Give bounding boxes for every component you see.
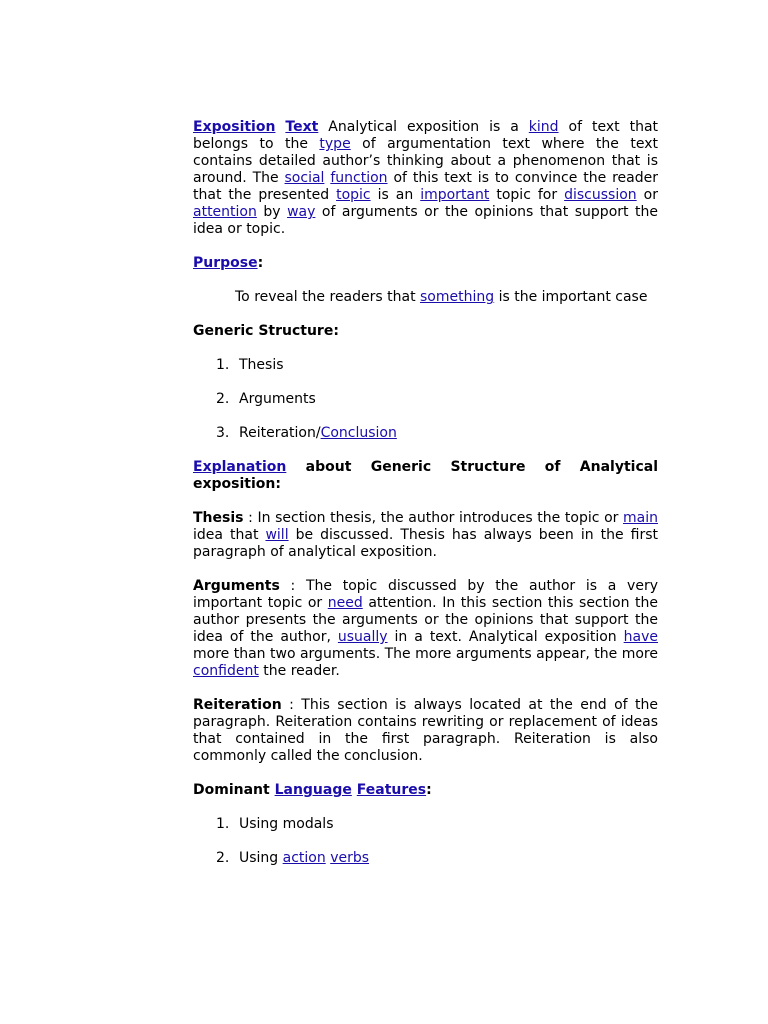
- purpose-colon: :: [257, 255, 264, 271]
- link-discussion[interactable]: discussion: [564, 187, 637, 203]
- list-number: 2.: [216, 391, 230, 407]
- list-text: Thesis: [239, 357, 284, 373]
- generic-structure-list: [193, 357, 658, 442]
- list-number: 1.: [216, 816, 230, 832]
- arguments-text: in a text. Analytical exposition: [387, 629, 624, 645]
- list-number: 2.: [216, 850, 230, 866]
- thesis-text: idea that: [193, 527, 266, 543]
- intro-paragraph: [193, 119, 658, 238]
- purpose-paragraph: [193, 289, 658, 306]
- thesis-text: be discussed. Thesis has always been in the first paragraph of analytical exposition.: [193, 527, 658, 560]
- link-attention[interactable]: attention: [193, 204, 257, 220]
- link-exposition[interactable]: Exposition: [193, 119, 276, 135]
- purpose-text: To reveal the readers that: [235, 289, 421, 305]
- link-function[interactable]: function: [330, 170, 388, 186]
- intro-text: of this text is to convince the reader that the presented: [193, 170, 658, 203]
- list-item: [193, 357, 658, 374]
- list-number: 1.: [216, 357, 230, 373]
- list-number: 3.: [216, 425, 230, 441]
- language-features-heading: [193, 782, 658, 799]
- intro-text: of text that belongs to the: [193, 119, 659, 152]
- arguments-text: attention. In this section this section the author presents the arguments or the opinions that support the idea of the author,: [193, 595, 658, 645]
- generic-structure-heading: [193, 323, 658, 340]
- explanation-heading: [193, 459, 658, 493]
- intro-text: Analytical exposition is a: [318, 119, 529, 135]
- reiteration-paragraph: [193, 697, 658, 765]
- link-type[interactable]: type: [319, 136, 351, 152]
- link-have[interactable]: have: [623, 629, 659, 645]
- reiteration-text: : This section is always located at the end of the paragraph. Reiteration contains rewriting or replacement of ideas that contained in the first paragraph. Reiteration is also commonly called the conclusion.: [193, 697, 658, 764]
- link-text[interactable]: Text: [285, 119, 319, 135]
- list-text: Using modals: [239, 816, 334, 832]
- list-item: [193, 850, 658, 867]
- list-text: Reiteration/: [239, 425, 321, 441]
- intro-text: by: [256, 204, 288, 220]
- list-text: Arguments: [239, 391, 316, 407]
- intro-text: topic for: [489, 187, 565, 203]
- purpose-text: is the important case: [494, 289, 648, 305]
- list-item: [193, 425, 658, 442]
- link-explanation[interactable]: Explanation: [193, 459, 287, 475]
- link-way[interactable]: way: [287, 204, 316, 220]
- explanation-title: about Generic Structure of Analytical exposition:: [193, 459, 658, 492]
- link-language[interactable]: Language: [274, 782, 352, 798]
- link-will[interactable]: will: [265, 527, 289, 543]
- thesis-paragraph: [193, 510, 658, 561]
- intro-text: of argumentation text where the text contains detailed author’s thinking about a phenomenon that is around. The: [193, 136, 658, 186]
- document-page: [193, 119, 658, 867]
- generic-structure-title: Generic Structure:: [193, 323, 339, 339]
- features-title: Dominant: [193, 782, 275, 798]
- intro-text: or: [636, 187, 658, 203]
- link-features[interactable]: Features: [356, 782, 427, 798]
- list-item: [193, 391, 658, 408]
- list-text: Using: [239, 850, 283, 866]
- language-features-list: [193, 816, 658, 867]
- link-something[interactable]: something: [420, 289, 495, 305]
- link-need[interactable]: need: [327, 595, 363, 611]
- link-topic[interactable]: topic: [336, 187, 371, 203]
- link-action[interactable]: action: [282, 850, 326, 866]
- purpose-heading: [193, 255, 658, 272]
- arguments-term: Arguments: [193, 578, 280, 594]
- link-conclusion[interactable]: Conclusion: [320, 425, 397, 441]
- link-kind[interactable]: kind: [528, 119, 559, 135]
- arguments-text: more than two arguments. The more arguments appear, the more: [193, 646, 658, 662]
- link-verbs[interactable]: verbs: [330, 850, 370, 866]
- arguments-text: : The topic discussed by the author is a very important topic or: [193, 578, 658, 611]
- features-colon: :: [426, 782, 432, 798]
- link-main[interactable]: main: [623, 510, 658, 526]
- link-important[interactable]: important: [420, 187, 490, 203]
- link-purpose[interactable]: Purpose: [193, 255, 258, 271]
- link-social[interactable]: social: [284, 170, 325, 186]
- arguments-text: the reader.: [258, 663, 340, 679]
- arguments-paragraph: [193, 578, 658, 680]
- intro-text: of arguments or the opinions that support the idea or topic.: [193, 204, 658, 237]
- list-item: [193, 816, 658, 833]
- thesis-text: : In section thesis, the author introduces the topic or: [243, 510, 624, 526]
- reiteration-term: Reiteration: [193, 697, 282, 713]
- intro-text: is an: [370, 187, 421, 203]
- link-usually[interactable]: usually: [337, 629, 388, 645]
- link-confident[interactable]: confident: [193, 663, 259, 679]
- thesis-term: Thesis: [193, 510, 244, 526]
